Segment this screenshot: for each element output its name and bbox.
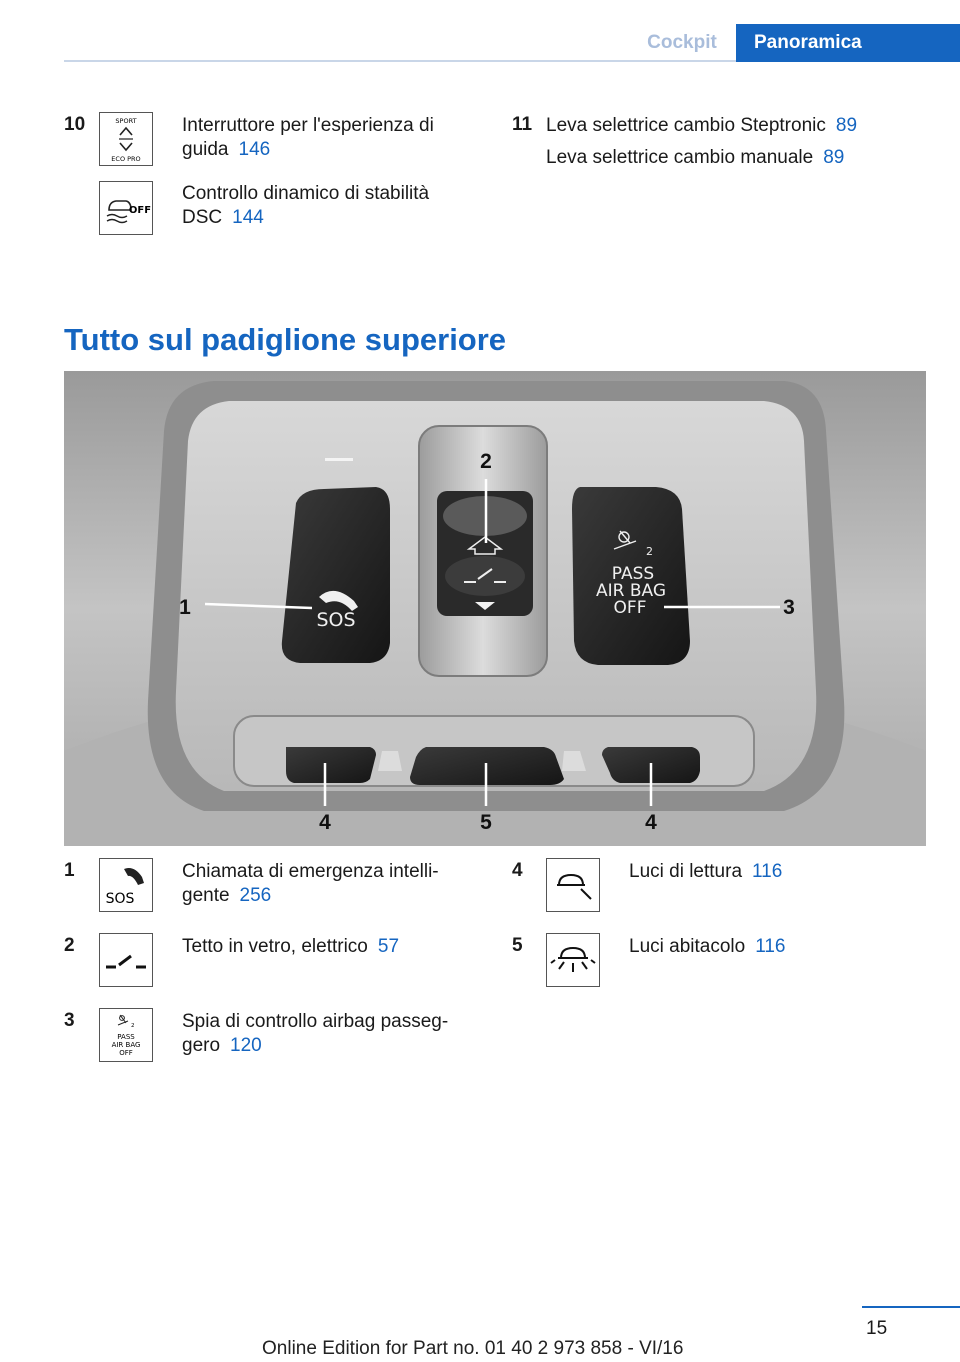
svg-text:SPORT: SPORT (115, 117, 137, 125)
item-number: 2 (64, 935, 75, 956)
glass-roof-icon (99, 933, 153, 987)
tab-cockpit[interactable]: Cockpit (647, 32, 717, 53)
sos-icon (99, 858, 153, 912)
page-link[interactable]: 89 (823, 147, 845, 168)
svg-text:5: 5 (480, 811, 492, 834)
sport-eco-pro-icon (99, 112, 153, 166)
section-title: Tutto sul padiglione superiore (64, 322, 507, 357)
page-link[interactable]: 89 (835, 115, 858, 136)
item-number: 10 (64, 114, 86, 135)
svg-text:PASS: PASS (611, 564, 655, 584)
page-link[interactable]: 116 (755, 936, 786, 957)
page-link[interactable]: 57 (377, 936, 400, 957)
item-number: 4 (512, 860, 523, 881)
item-description: Chiamata di emergenza intelli- gente 256 (182, 861, 439, 906)
svg-text:ECO PRO: ECO PRO (111, 155, 141, 163)
svg-text:4: 4 (645, 811, 657, 834)
svg-text:OFF: OFF (613, 598, 647, 618)
item-number: 3 (64, 1010, 75, 1031)
tab-panoramica[interactable]: Panoramica (736, 24, 960, 62)
item-description: Interruttore per l'esperienza di guida 146 (182, 115, 434, 160)
page-link[interactable]: 256 (239, 885, 272, 906)
footer-rule (862, 1306, 960, 1308)
overhead-console-photo (64, 371, 926, 846)
svg-text:2: 2 (646, 545, 653, 558)
svg-text:AIR BAG: AIR BAG (111, 1041, 141, 1049)
page-link[interactable]: 120 (230, 1035, 262, 1056)
svg-text:3: 3 (783, 596, 795, 619)
svg-text:AIR BAG: AIR BAG (595, 581, 667, 601)
svg-text:OFF: OFF (128, 205, 152, 216)
page-link[interactable]: 116 (752, 861, 783, 882)
svg-text:1: 1 (179, 596, 191, 619)
item-description: Luci di lettura 116 (629, 861, 783, 882)
svg-text:SOS: SOS (316, 609, 356, 631)
page-number: 15 (866, 1318, 888, 1339)
dsc-off-icon (99, 181, 153, 235)
svg-text:2: 2 (480, 450, 492, 473)
item-description: Tetto in vetro, elettrico 57 (182, 936, 400, 957)
svg-text:4: 4 (319, 811, 331, 834)
interior-light-icon (546, 933, 600, 987)
reading-light-icon (546, 858, 600, 912)
airbag-off-icon (99, 1008, 153, 1062)
item-number: 11 (512, 114, 533, 135)
item-description: Spia di controllo airbag passeg- gero 120 (182, 1011, 449, 1056)
item-number: 1 (64, 860, 75, 881)
item-description: Leva selettrice cambio manuale 89 (546, 147, 845, 168)
svg-text:OFF: OFF (119, 1049, 133, 1057)
item-number: 5 (512, 935, 523, 956)
edition-footer: Online Edition for Part no. 01 40 2 973 858 - VI/16 (262, 1338, 684, 1359)
svg-text:SOS: SOS (105, 891, 135, 907)
svg-text:2: 2 (131, 1023, 135, 1029)
item-description: Leva selettrice cambio Steptronic 89 (546, 115, 858, 136)
page-link[interactable]: 146 (238, 139, 271, 160)
svg-text:PASS: PASS (117, 1033, 135, 1041)
page-link[interactable]: 144 (232, 207, 264, 228)
item-description: Controllo dinamico di stabilità DSC 144 (182, 183, 430, 228)
item-description: Luci abitacolo 116 (629, 936, 786, 957)
